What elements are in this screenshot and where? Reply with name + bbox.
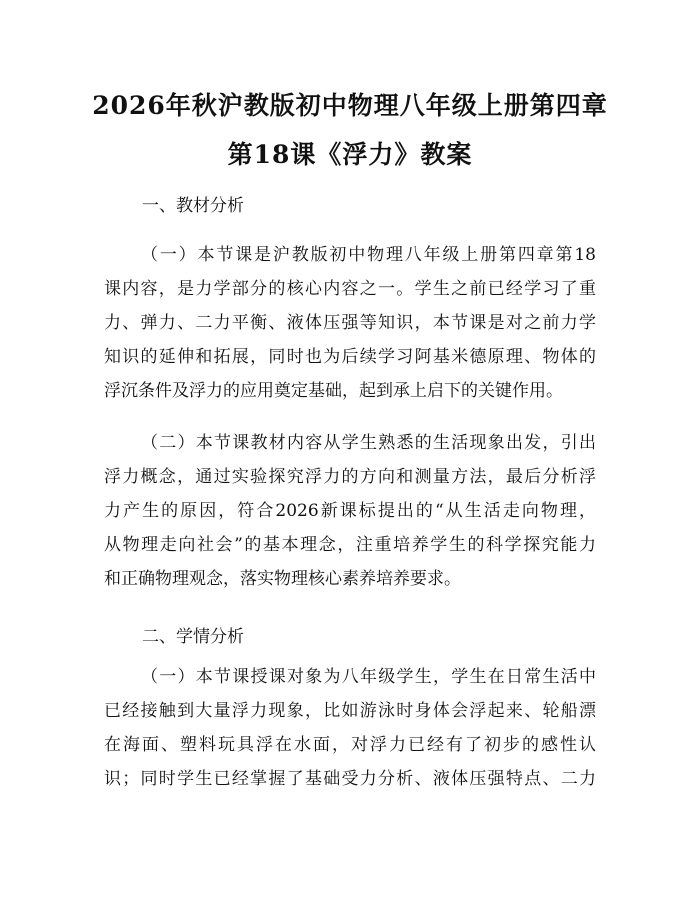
section-heading-textbook-analysis: 一、教材分析 [142,196,244,216]
document-title-line-1: 2026年秋沪教版初中物理八年级上册第四章 [92,91,608,120]
paragraph-line: （二）本节课教材内容从学生熟悉的生活现象出发，引出 [141,433,596,453]
paragraph-line: 力产生的原因，符合2026新课标提出的“从生活走向物理， [104,501,596,521]
paragraph-line: 浮沉条件及浮力的应用奠定基础，起到承上启下的关键作用。 [104,381,563,401]
paragraph-line: 在海面、塑料玩具浮在水面，对浮力已经有了初步的感性认 [104,735,596,755]
paragraph-line: 力、弹力、二力平衡、液体压强等知识，本节课是对之前力学 [104,313,596,333]
paragraph-line: （一）本节课授课对象为八年级学生，学生在日常生活中 [141,667,596,687]
paragraph-line: 已经接触到大量浮力现象，比如游泳时身体会浮起来、轮船漂 [104,701,596,721]
paragraph-line: 识；同时学生已经掌握了基础受力分析、液体压强特点、二力 [104,769,596,789]
paragraph-line: （一）本节课是沪教版初中物理八年级上册第四章第18 [141,245,596,265]
paragraph-line: 浮力概念，通过实验探究浮力的方向和测量方法，最后分析浮 [104,467,596,487]
paragraph-line: 课内容，是力学部分的核心内容之一。学生之前已经学习了重 [104,279,596,299]
document-title-line-2: 第18课《浮力》教案 [227,140,473,169]
paragraph-line: 知识的延伸和拓展，同时也为后续学习阿基米德原理、物体的 [104,347,596,367]
paragraph-line: 和正确物理观念，落实物理核心素养培养要求。 [104,569,461,589]
section-heading-student-analysis: 二、学情分析 [142,627,244,647]
paragraph-line: 从物理走向社会”的基本理念，注重培养学生的科学探究能力 [104,535,596,555]
